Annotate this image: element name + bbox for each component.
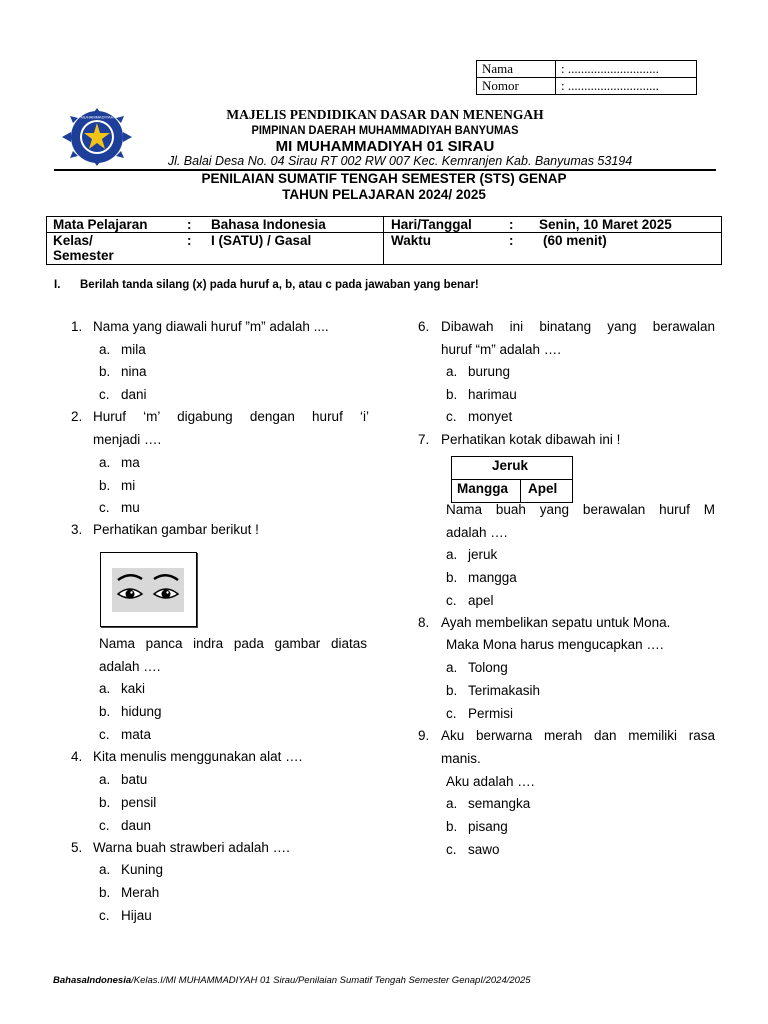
q7-text-line3: adalah …. [446,525,508,540]
number-label: Nomor [477,78,556,95]
q8-text-line2: Maka Mona harus mengucapkan …. [446,637,664,652]
q4-option-c-label[interactable]: c. [99,818,110,833]
q5-option-a-label[interactable]: a. [99,862,111,877]
school-name: MI MUHAMMADIYAH 01 SIRAU [275,138,495,155]
q4-option-c[interactable]: daun [121,818,152,833]
exam-title: PENILAIAN SUMATIF TENGAH SEMESTER (STS) GENAP [201,171,567,186]
day-label: Hari/Tanggal [391,217,472,232]
q7-option-c-label[interactable]: c. [446,593,457,608]
exam-info-table [46,216,722,265]
svg-text:MUHAMMADIYAH: MUHAMMADIYAH [80,114,114,120]
name-label: Nama [477,61,556,78]
subject-label: Mata Pelajaran [53,217,148,232]
q1-option-b[interactable]: nina [121,364,147,379]
q1-option-c[interactable]: dani [121,387,147,402]
subject-colon: : [187,217,192,232]
q5-option-a[interactable]: Kuning [121,862,164,877]
q9-text-line3: Aku adalah …. [446,774,535,789]
eyes-picture [100,552,197,627]
q8-option-c-label[interactable]: c. [446,706,457,721]
q9-option-c[interactable]: sawo [468,842,500,857]
q5-text: Warna buah strawberi adalah …. [93,840,290,855]
q9-option-a[interactable]: semangka [468,796,531,811]
q1-option-b-label[interactable]: b. [99,364,111,379]
q9-text-line1: Aku berwarna merah dan memiliki rasa [441,728,715,743]
fruit-box-left: Mangga [457,481,509,496]
q7-text: Perhatikan kotak dibawah ini ! [441,432,621,447]
q9-option-b[interactable]: pisang [468,819,508,834]
number-field[interactable]: : ............................ [556,78,697,95]
q4-option-b-label[interactable]: b. [99,795,111,810]
q3-option-c[interactable]: mata [121,727,152,742]
footer-subject: BahasaIndonesia [53,975,132,986]
q8-option-b[interactable]: Terimakasih [468,683,541,698]
q3-option-b-label[interactable]: b. [99,704,111,719]
q5-option-c-label[interactable]: c. [99,908,110,923]
fruit-box-top: Jeruk [492,458,529,473]
q2-option-c-label[interactable]: c. [99,500,110,515]
q3-number: 3. [71,522,83,537]
q7-option-a-label[interactable]: a. [446,547,458,562]
q1-number: 1. [71,319,83,334]
q3-option-b[interactable]: hidung [121,704,162,719]
q3-option-c-label[interactable]: c. [99,727,110,742]
q2-option-b-label[interactable]: b. [99,478,111,493]
eyes-icon [112,568,184,612]
q2-option-b[interactable]: mi [121,478,136,493]
q5-option-b-label[interactable]: b. [99,885,111,900]
class-label: Kelas/ [53,233,93,248]
time-label: Waktu [391,233,431,248]
header-council: MAJELIS PENDIDIKAN DASAR DAN MENENGAH [226,107,544,122]
q2-number: 2. [71,409,83,424]
q4-option-b[interactable]: pensil [121,795,157,810]
q6-option-c[interactable]: monyet [468,409,513,424]
time-colon: : [509,233,514,248]
q4-option-a-label[interactable]: a. [99,772,111,787]
q2-text-line1: Huruf ‘m’ digabung dengan huruf ‘i’ [93,409,369,424]
fruit-box-right: Apel [528,481,558,496]
q4-option-a[interactable]: batu [121,772,148,787]
q2-option-a-label[interactable]: a. [99,455,111,470]
q9-option-b-label[interactable]: b. [446,819,458,834]
day-value: Senin, 10 Maret 2025 [539,217,672,232]
q9-text-line2: manis. [441,751,481,766]
q4-number: 4. [71,749,83,764]
q3-text: Perhatikan gambar berikut ! [93,522,259,537]
q3-text-line3: adalah …. [99,659,161,674]
q3-option-a-label[interactable]: a. [99,681,111,696]
time-value: (60 menit) [543,233,607,248]
q3-option-a[interactable]: kaki [121,681,146,696]
q8-number: 8. [418,615,430,630]
semester-label: Semester [53,248,114,263]
q7-number: 7. [418,432,430,447]
q9-number: 9. [418,728,430,743]
q7-option-c[interactable]: apel [468,593,494,608]
q7-text-line2: Nama buah yang berawalan huruf M [446,502,715,517]
q1-option-a[interactable]: mila [121,342,146,357]
q6-option-a-label[interactable]: a. [446,364,458,379]
q6-option-b[interactable]: harimau [468,387,517,402]
q8-option-b-label[interactable]: b. [446,683,458,698]
q1-option-c-label[interactable]: c. [99,387,110,402]
q7-option-b-label[interactable]: b. [446,570,458,585]
q6-number: 6. [418,319,430,334]
q2-option-a[interactable]: ma [121,455,140,470]
q6-option-c-label[interactable]: c. [446,409,457,424]
q2-option-c[interactable]: mu [121,500,140,515]
q1-option-a-label[interactable]: a. [99,342,111,357]
q8-option-a-label[interactable]: a. [446,660,458,675]
academic-year: TAHUN PELAJARAN 2024/ 2025 [282,187,486,202]
q5-option-c[interactable]: Hijau [121,908,152,923]
page-footer [53,975,531,986]
name-field[interactable]: : ............................ [556,61,697,78]
header-leadership: PIMPINAN DAERAH MUHAMMADIYAH BANYUMAS [251,123,519,137]
q8-option-c[interactable]: Permisi [468,706,514,721]
q2-text-line2: menjadi …. [93,432,162,447]
instruction-number: I. [54,279,61,291]
footer-path: /Kelas.I/MI MUHAMMADIYAH 01 Sirau/Penilaian Sumatif Tengah Semester GenapI/2024/2025 [131,975,531,986]
fruit-box [451,456,573,503]
q5-number: 5. [71,840,83,855]
q8-option-a[interactable]: Tolong [468,660,508,675]
identity-box [476,60,697,95]
class-value: I (SATU) / Gasal [211,233,312,248]
q9-option-a-label[interactable]: a. [446,796,458,811]
instruction-text: Berilah tanda silang (x) pada huruf a, b, atau c pada jawaban yang benar! [80,279,479,291]
q5-option-b[interactable]: Merah [121,885,160,900]
school-address: Jl. Balai Desa No. 04 Sirau RT 002 RW 007 Kec. Kemranjen Kab. Banyumas 53194 [167,154,633,168]
q6-option-b-label[interactable]: b. [446,387,458,402]
q8-text: Ayah membelikan sepatu untuk Mona. [441,615,671,630]
q4-text: Kita menulis menggunakan alat …. [93,749,303,764]
day-colon: : [509,217,514,232]
q6-option-a[interactable]: burung [468,364,511,379]
q7-option-b[interactable]: mangga [468,570,517,585]
q1-text: Nama yang diawali huruf ”m” adalah .... [93,319,329,334]
q6-text-line2: huruf “m” adalah …. [441,342,562,357]
subject-value: Bahasa Indonesia [211,217,326,232]
q7-option-a[interactable]: jeruk [468,547,498,562]
q6-text-line1: Dibawah ini binatang yang berawalan [441,319,715,334]
class-colon: : [187,233,192,248]
q9-option-c-label[interactable]: c. [446,842,457,857]
q3-text-line2: Nama panca indra pada gambar diatas [99,636,367,651]
